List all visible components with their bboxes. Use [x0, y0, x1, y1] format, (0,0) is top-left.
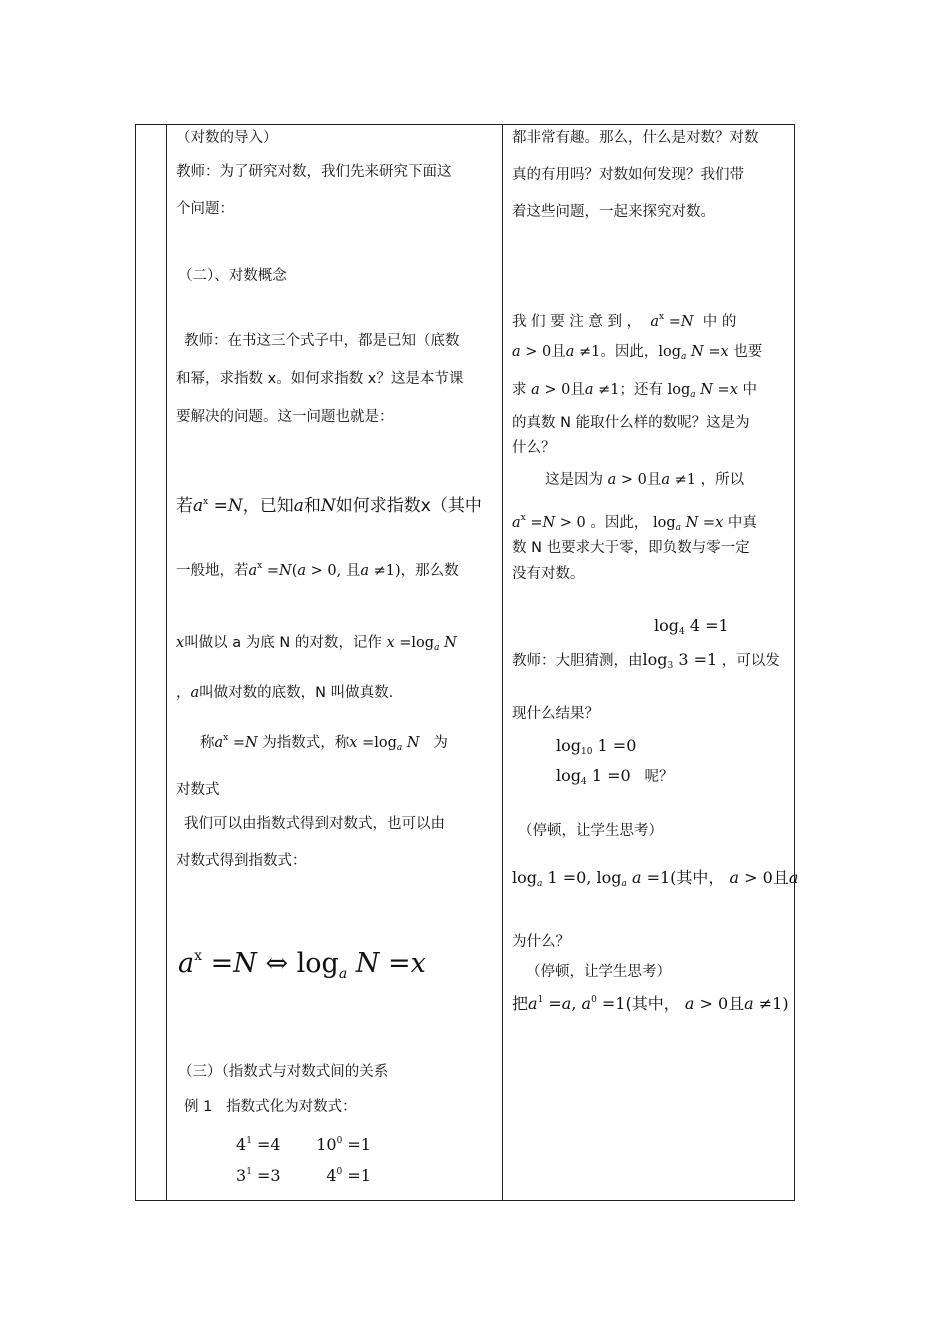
log-form-label: 对数式 [176, 782, 220, 798]
conversion-line2: 对数式得到指数式： [176, 853, 307, 869]
right-intro-line2: 真的有用吗？对数如何发现？我们带 [512, 167, 744, 183]
problem-statement: 若$a^x =N$，已知a和N如何求指数x（其中 [176, 496, 482, 516]
power-identities: 把$a^1 =a$, $a^0 =1$(其中， a > 0且a ≠1) [512, 994, 789, 1013]
teacher-intro-line2: 个问题： [176, 201, 234, 217]
guess-line2: 现什么结果？ [512, 706, 599, 722]
example-1-heading: 例 1 指数式化为对数式： [184, 1099, 357, 1115]
right-intro-line3: 着这些问题，一起来探究对数。 [512, 204, 715, 220]
general-definition-line3: ，a叫做对数的底数，N 叫做真数. [176, 685, 394, 701]
section-2-heading: （二）、对数概念 [178, 268, 287, 284]
log-4-1-question: $\log_4 1 =0$ 呢？ [556, 766, 674, 787]
column-divider [166, 125, 167, 1200]
log-4-4-equation: $\log_4 4 =1$ [654, 616, 729, 637]
example-equation-row1: $4^1 =4$ $10^0 =1$ [236, 1135, 371, 1154]
note-line2: a > 0且a ≠1。因此，$\log_a N =x$ 也要 [512, 344, 763, 362]
general-definition-line1: 一般地，若$a^x =N(a > 0$, 且a ≠1)，那么数 [176, 561, 459, 579]
because-line3: 数 N 也要求大于零，即负数与零一定 [512, 540, 750, 556]
why-question: 为什么？ [512, 934, 570, 950]
intro-heading: （对数的导入） [176, 130, 278, 146]
conversion-line1: 我们可以由指数式得到对数式，也可以由 [184, 816, 445, 832]
teacher-question-line1: 教师：在书这三个式子中，都是已知（底数 [184, 333, 460, 349]
because-line2: $a^x =N > 0$ 。因此， $\log_a N =x$ 中真 [512, 513, 757, 533]
general-definition-line2: x叫做以 a 为底 N 的对数，记作 $x =\log_a$ N [176, 635, 457, 653]
note-line3: 求 a > 0且a ≠1；还有 $\log_a N =x$ 中 [512, 382, 757, 400]
because-line1: 这是因为 a > 0且a ≠1 ，所以 [545, 472, 745, 488]
example-equation-row2: $3^1 =3$ $4^0 =1$ [236, 1166, 371, 1185]
right-intro-line1: 都非常有趣。那么，什么是对数？对数 [512, 130, 759, 146]
section-3-heading: （三）（指数式与对数式间的关系 [178, 1064, 389, 1080]
pause-prompt-2: （停顿，让学生思考） [526, 964, 671, 980]
log-10-1-equation: $\log_{10} 1 =0$ [556, 736, 637, 757]
pause-prompt-1: （停顿，让学生思考） [518, 823, 663, 839]
because-line4: 没有对数。 [512, 566, 585, 582]
teacher-intro-line1: 教师：为了研究对数，我们先来研究下面这 [176, 164, 452, 180]
equivalence-formula: $a^x =N$ ⇔ $\log_a N =x$ [178, 948, 426, 982]
note-line4: 的真数 N 能取什么样的数呢？这是为 [512, 415, 750, 431]
guess-line1: 教师：大胆猜测，由$\log_3 3 =1$ ，可以发 [512, 650, 780, 671]
column-divider [502, 125, 503, 1200]
teacher-question-line2: 和幂，求指数 x。如何求指数 x？这是本节课 [176, 371, 464, 387]
note-line5: 什么？ [512, 440, 556, 456]
log-identities: $\log_a 1 =0$, $\log_a a =1$(其中， a > 0且a [512, 868, 799, 889]
note-line1: 我 们 要 注 意 到 ， $a^x =N$ 中 的 [512, 312, 737, 330]
teacher-question-line3: 要解决的问题。这一问题也就是： [176, 409, 394, 425]
naming-sentence: 称$a^x =N$ 为指数式，称$x =\log_a$ N 为 [200, 733, 448, 753]
